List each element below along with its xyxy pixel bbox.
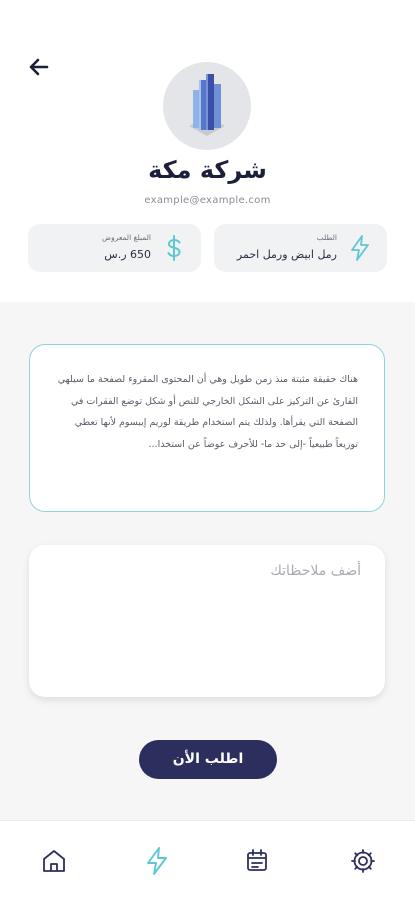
lightning-icon (347, 234, 373, 262)
notes-placeholder: أضف ملاحظاتك (270, 563, 361, 579)
amount-value: 650 ر.س (104, 248, 151, 261)
order-value: رمل ابيض ورمل احمر (236, 248, 337, 261)
bottom-nav (0, 820, 415, 901)
order-description: هناك حقيقة مثبتة منذ زمن طويل وهي أن المحتوى المقروء لصفحة ما سيلهي القارئ عن التركيز على الشكل الخارجي للنص أو شكل توضع الفقرات في الصفحة التي يقرأها. ولذلك يتم استخدام طريقة لوريم إيبسوم لأنها تعطي توزيعاً طبيعياً -إلى حد ما- للأحرف عوضاً عن استخدا... (29, 344, 385, 512)
company-email: example@example.com (144, 195, 271, 206)
amount-card (28, 224, 201, 272)
back-arrow-icon[interactable] (24, 52, 54, 82)
company-logo (163, 62, 251, 150)
profile-header (0, 0, 415, 302)
order-card (214, 224, 387, 272)
order-label: الطلب (316, 233, 337, 242)
company-name: شركة مكة (148, 156, 267, 184)
gear-icon[interactable] (347, 845, 379, 877)
lightning-icon[interactable] (141, 845, 173, 877)
dollar-icon (161, 234, 187, 262)
amount-label: المبلغ المعروض (102, 233, 151, 242)
home-icon[interactable] (38, 845, 70, 877)
order-now-button[interactable]: اطلب الأن (139, 740, 277, 779)
notes-input[interactable] (29, 545, 385, 697)
calendar-icon[interactable] (241, 845, 273, 877)
